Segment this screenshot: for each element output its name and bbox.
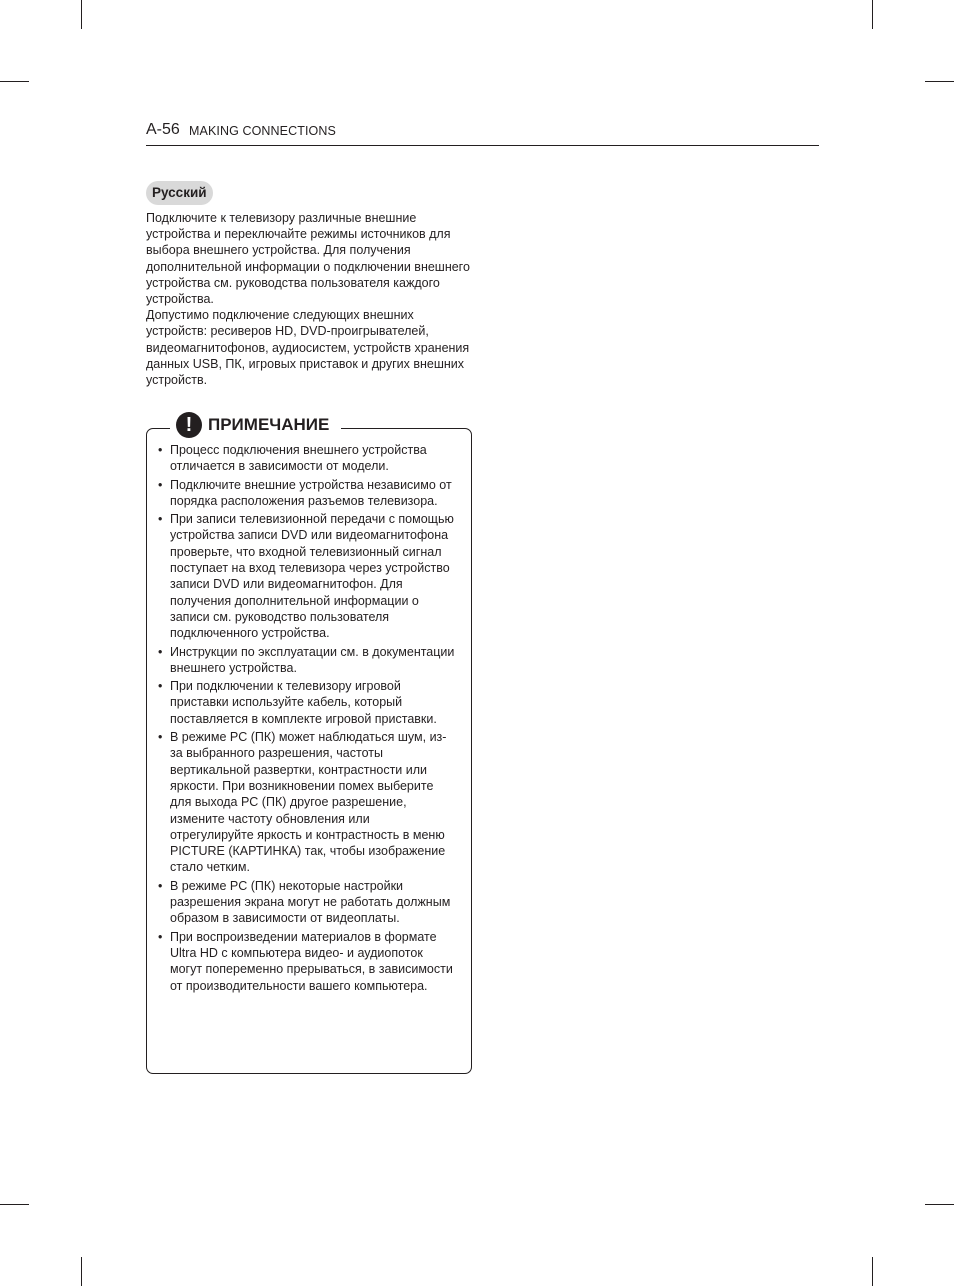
- exclamation-icon: !: [176, 412, 202, 438]
- crop-mark: [0, 1204, 29, 1205]
- page-number: A-56: [146, 121, 180, 138]
- note-header: [170, 411, 341, 439]
- language-badge: Русский: [146, 181, 213, 205]
- crop-mark: [872, 1257, 873, 1286]
- note-item: • Инструкции по эксплуатации см. в документации внешнего устройства.: [158, 644, 456, 677]
- intro-paragraph: Подключите к телевизору различные внешние устройства и переключайте режимы источников для выбора внешнего устройства. Для получения дополнительной информации о подключении внешнего устройства см. руководства пользователя каждого устройства.: [146, 211, 470, 307]
- note-item: • В режиме PC (ПК) может наблюдаться шум, из-за выбранного разрешения, частоты вертикальной развертки, контрастности или яркости. При возникновении помех выберите для выхода PC (ПК) другое разрешение, измените частоту обновления или отрегулируйте яркость и контрастность в меню PICTURE (КАРТИНКА) так, чтобы изображение стало четким.: [158, 729, 456, 876]
- crop-mark: [925, 81, 954, 82]
- note-list: [158, 442, 456, 996]
- note-item: • При подключении к телевизору игровой приставки используйте кабель, который поставляется в комплекте игровой приставки.: [158, 678, 456, 727]
- crop-mark: [81, 1257, 82, 1286]
- crop-mark: [872, 0, 873, 29]
- crop-mark: [925, 1204, 954, 1205]
- note-item: • Подключите внешние устройства независимо от порядка расположения разъемов телевизора.: [158, 477, 456, 510]
- page-header: [146, 121, 819, 146]
- note-item: • Процесс подключения внешнего устройства отличается в зависимости от модели.: [158, 442, 456, 475]
- crop-mark: [81, 0, 82, 29]
- section-title: MAKING CONNECTIONS: [189, 124, 336, 138]
- crop-mark: [0, 81, 29, 82]
- note-item: • При записи телевизионной передачи с помощью устройства записи DVD или видеомагнитофона проверьте, что входной телевизионный сигнал поступает на вход телевизора через устройство записи DVD или видеомагнитофон. Для получения дополнительной информации о записи см. руководство пользователя подключенного устройства.: [158, 511, 456, 641]
- note-item: • При воспроизведении материалов в формате Ultra HD с компьютера видео- и аудиопоток могут попеременно прерываться, в зависимости от производительности вашего компьютера.: [158, 929, 456, 994]
- note-item: • В режиме PC (ПК) некоторые настройки разрешения экрана могут не работать должным образом в зависимости от видеоплаты.: [158, 878, 456, 927]
- intro-text: [146, 210, 476, 388]
- intro-paragraph: Допустимо подключение следующих внешних устройств: ресиверов HD, DVD-проигрывателей, видеомагнитофонов, аудиосистем, устройств хранения данных USB, ПК, игровых приставок и других внешних устройств.: [146, 308, 470, 388]
- note-title: ПРИМЕЧАНИЕ: [208, 415, 330, 434]
